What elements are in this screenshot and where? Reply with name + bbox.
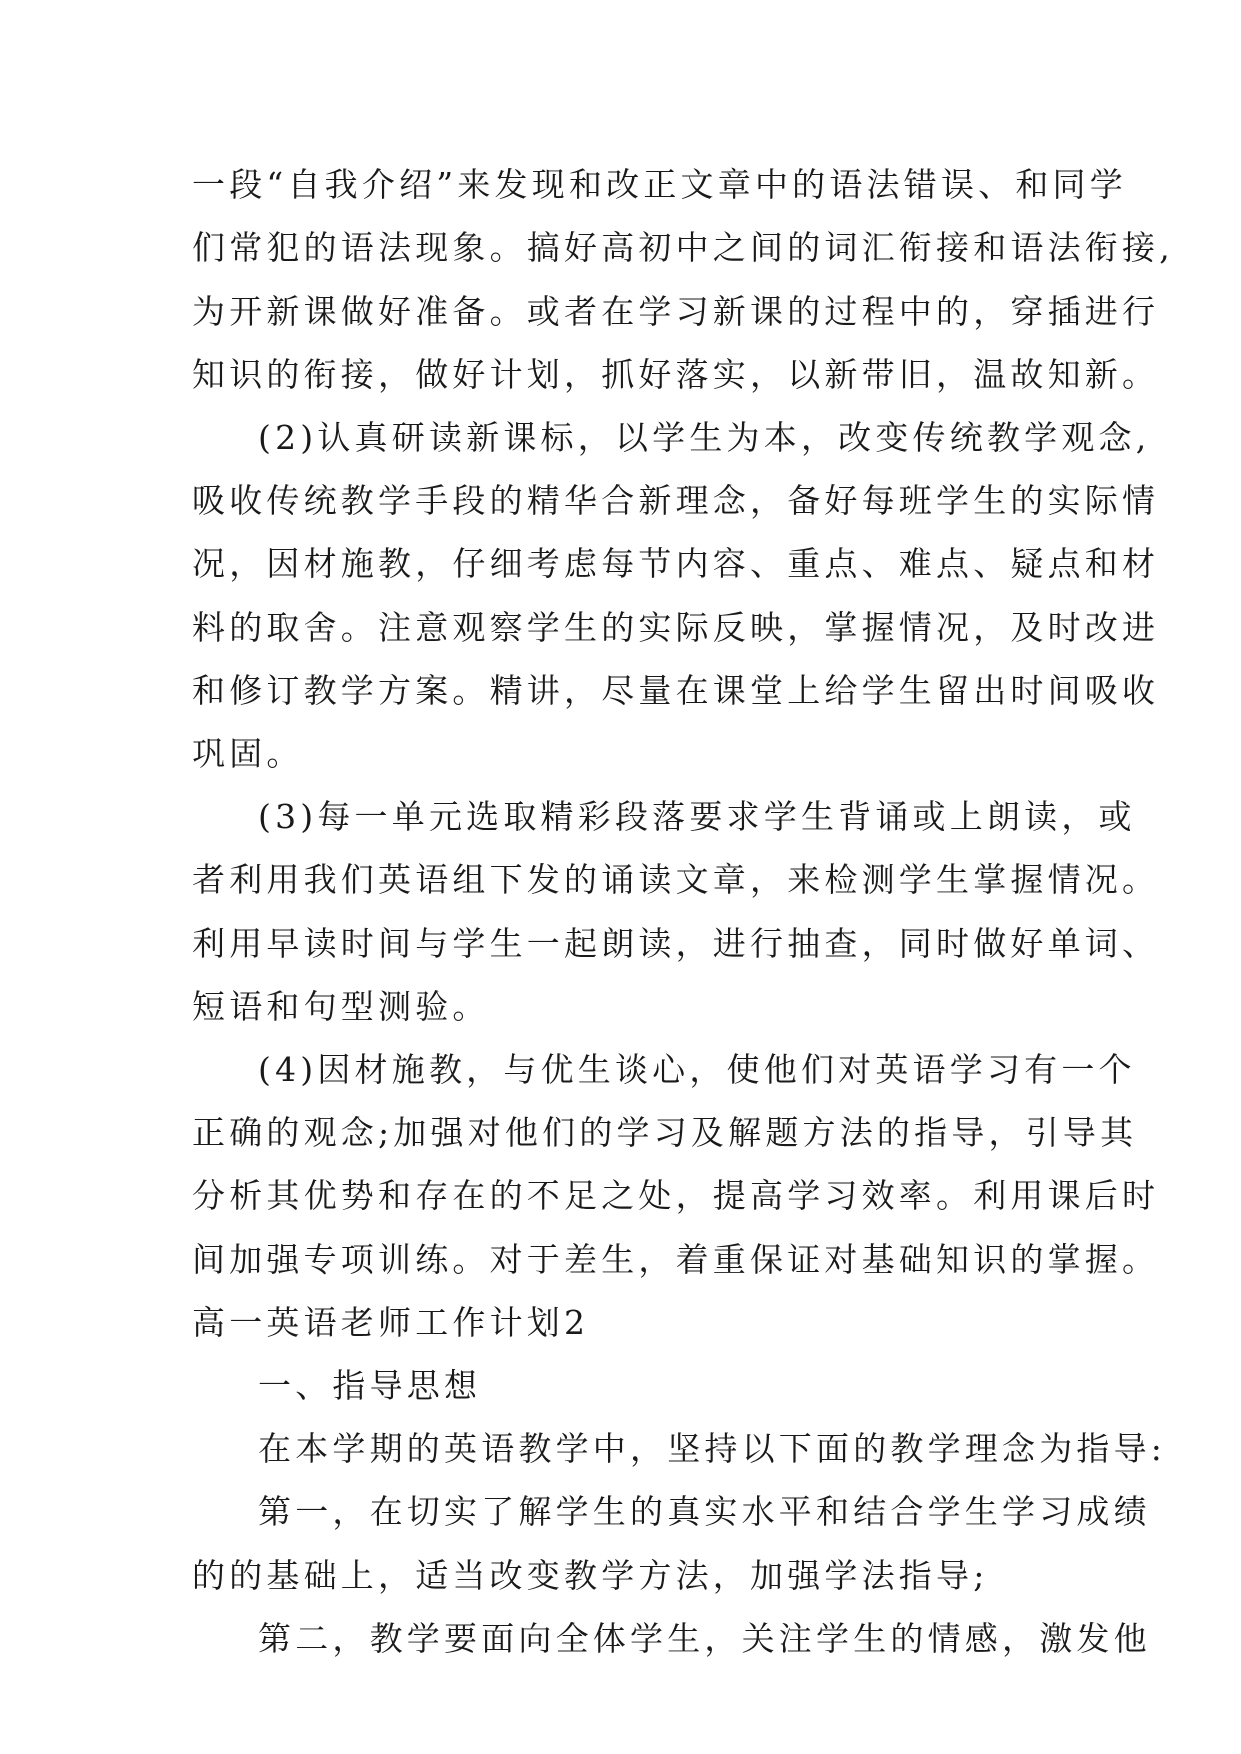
text-line: 况，因材施教，仔细考虑每节内容、重点、难点、疑点和材 bbox=[192, 544, 1160, 583]
text-line: 为开新课做好准备。或者在学习新课的过程中的，穿插进行 bbox=[192, 292, 1160, 331]
text-line: 利用早读时间与学生一起朗读，进行抽查，同时做好单词、 bbox=[192, 924, 1160, 963]
text-line: 吸收传统教学手段的精华合新理念，备好每班学生的实际情 bbox=[192, 481, 1160, 520]
text-line: 巩固。 bbox=[192, 734, 304, 773]
text-line: 和修订教学方案。精讲，尽量在课堂上给学生留出时间吸收 bbox=[192, 671, 1160, 710]
text-line: 间加强专项训练。对于差生，着重保证对基础知识的掌握。 bbox=[192, 1240, 1160, 1279]
text-line: 在本学期的英语教学中，坚持以下面的教学理念为指导: bbox=[258, 1429, 1167, 1468]
text-line: 的的基础上，适当改变教学方法，加强学法指导; bbox=[192, 1556, 989, 1595]
text-line: (2)认真研读新课标，以学生为本，改变传统教学观念, bbox=[258, 418, 1151, 457]
subsection-heading: 一、指导思想 bbox=[258, 1366, 482, 1405]
text-line: 第二，教学要面向全体学生，关注学生的情感，激发他 bbox=[258, 1619, 1151, 1658]
section-heading: 高一英语老师工作计划2 bbox=[192, 1303, 590, 1342]
text-line: 一段“自我介绍”来发现和改正文章中的语法错误、和同学 bbox=[192, 165, 1127, 204]
text-line: 知识的衔接，做好计划，抓好落实，以新带旧，温故知新。 bbox=[192, 355, 1160, 394]
text-line: 料的取舍。注意观察学生的实际反映，掌握情况，及时改进 bbox=[192, 608, 1160, 647]
text-line: 第一，在切实了解学生的真实水平和结合学生学习成绩 bbox=[258, 1492, 1151, 1531]
text-line: (3)每一单元选取精彩段落要求学生背诵或上朗读，或 bbox=[258, 797, 1136, 836]
text-line: 正确的观念;加强对他们的学习及解题方法的指导，引导其 bbox=[192, 1113, 1138, 1152]
text-line: 短语和句型测验。 bbox=[192, 987, 490, 1026]
text-line: 分析其优势和存在的不足之处，提高学习效率。利用课后时 bbox=[192, 1176, 1160, 1215]
text-line: 们常犯的语法现象。搞好高初中之间的词汇衔接和语法衔接, bbox=[192, 228, 1174, 267]
text-line: (4)因材施教，与优生谈心，使他们对英语学习有一个 bbox=[258, 1050, 1136, 1089]
text-line: 者利用我们英语组下发的诵读文章，来检测学生掌握情况。 bbox=[192, 860, 1160, 899]
